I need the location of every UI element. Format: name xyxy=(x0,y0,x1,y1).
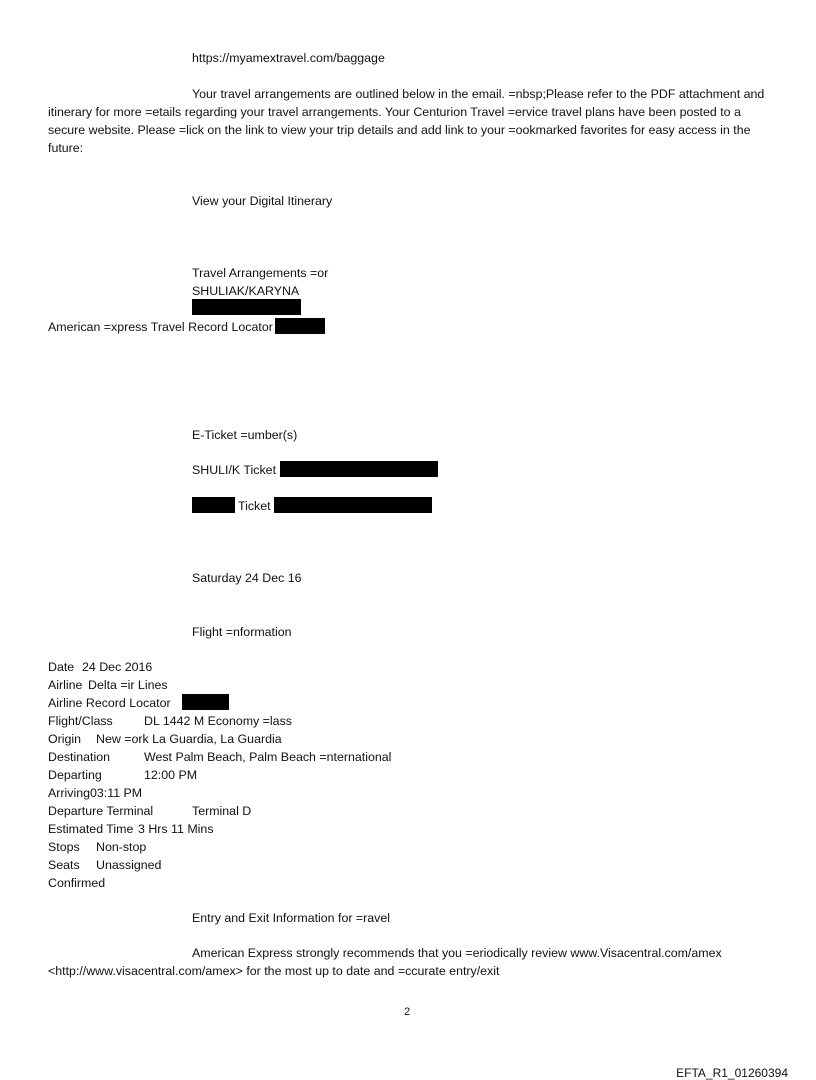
detail-stops xyxy=(48,838,146,856)
detail-label: Estimated Time xyxy=(48,822,134,836)
record-locator-label: American =xpress Travel Record Locator xyxy=(48,320,273,334)
detail-value: 12:00 PM xyxy=(144,768,198,782)
detail-arriving xyxy=(48,784,142,802)
detail-departing xyxy=(48,766,197,784)
detail-value: 3 Hrs 11 Mins xyxy=(138,822,214,836)
redaction-box xyxy=(192,497,235,513)
detail-label: Date xyxy=(48,660,75,674)
detail-flight-class xyxy=(48,712,292,730)
redaction-box xyxy=(274,497,432,513)
detail-label: Destination xyxy=(48,750,110,764)
detail-terminal xyxy=(48,802,251,820)
detail-airline xyxy=(48,676,168,694)
detail-destination xyxy=(48,748,391,766)
detail-value: Unassigned xyxy=(96,858,162,872)
detail-label: Departure Terminal xyxy=(48,804,154,818)
redaction-box xyxy=(280,461,438,477)
redaction-box xyxy=(275,318,325,334)
detail-label: Arriving xyxy=(48,786,90,800)
entry-exit-text: American Express strongly recommends that you =eriodically review www.Visacentral.com/amex <http://www.visacentral.com/amex> for the most up to date and =ccurate entry/exit xyxy=(48,946,722,978)
detail-record-locator xyxy=(48,694,229,712)
detail-value: Terminal D xyxy=(192,804,252,818)
detail-label: Seats xyxy=(48,858,80,872)
detail-estimated-time xyxy=(48,820,214,838)
arrangements-heading: Travel Arrangements =or xyxy=(192,266,329,280)
digital-itinerary-link[interactable]: View your Digital Itinerary xyxy=(192,194,333,208)
ticket-1-line xyxy=(192,461,438,479)
detail-value: New =ork La Guardia, La Guardia xyxy=(96,732,282,746)
ticket-2-line xyxy=(192,497,432,515)
detail-label: Airline xyxy=(48,678,83,692)
ticket-1-label: SHULI/K Ticket xyxy=(192,463,277,477)
detail-status: Confirmed xyxy=(48,876,106,890)
record-locator-line xyxy=(48,318,325,336)
detail-label: Stops xyxy=(48,840,80,854)
eticket-heading: E-Ticket =umber(s) xyxy=(192,428,298,442)
detail-origin xyxy=(48,730,282,748)
entry-exit-paragraph xyxy=(48,944,768,980)
detail-date xyxy=(48,658,152,676)
redaction-box xyxy=(192,299,301,315)
redaction-box xyxy=(182,694,229,710)
detail-label: Airline Record Locator xyxy=(48,696,171,710)
detail-seats xyxy=(48,856,161,874)
detail-value: 03:11 PM xyxy=(90,786,143,800)
page-number: 2 xyxy=(404,1006,411,1018)
detail-label: Departing xyxy=(48,768,102,782)
date-heading: Saturday 24 Dec 16 xyxy=(192,571,302,585)
detail-value: Non-stop xyxy=(96,840,147,854)
baggage-url[interactable]: https://myamextravel.com/baggage xyxy=(192,51,385,65)
ticket-2-label: Ticket xyxy=(238,499,271,513)
detail-value: DL 1442 M Economy =lass xyxy=(144,714,292,728)
detail-label: Origin xyxy=(48,732,82,746)
intro-text: Your travel arrangements are outlined below in the email. =nbsp;Please refer to the PDF attachment and itinerary for more =etails regarding your travel arrangements. Your Centurion Travel =ervice travel plans have been posted to a secure website. Please =lick on the link to view your trip details and add link to your =ookmarked favorites for easy access in the future: xyxy=(48,87,765,155)
detail-value: 24 Dec 2016 xyxy=(82,660,153,674)
detail-value: Delta =ir Lines xyxy=(88,678,168,692)
detail-value: West Palm Beach, Palm Beach =nternational xyxy=(144,750,392,764)
flight-info-heading: Flight =nformation xyxy=(192,625,292,639)
entry-exit-heading: Entry and Exit Information for =ravel xyxy=(192,911,390,925)
intro-paragraph xyxy=(48,85,768,157)
document-id: EFTA_R1_01260394 xyxy=(676,1066,788,1080)
traveler-name: SHULIAK/KARYNA xyxy=(192,284,300,298)
detail-label: Flight/Class xyxy=(48,714,113,728)
